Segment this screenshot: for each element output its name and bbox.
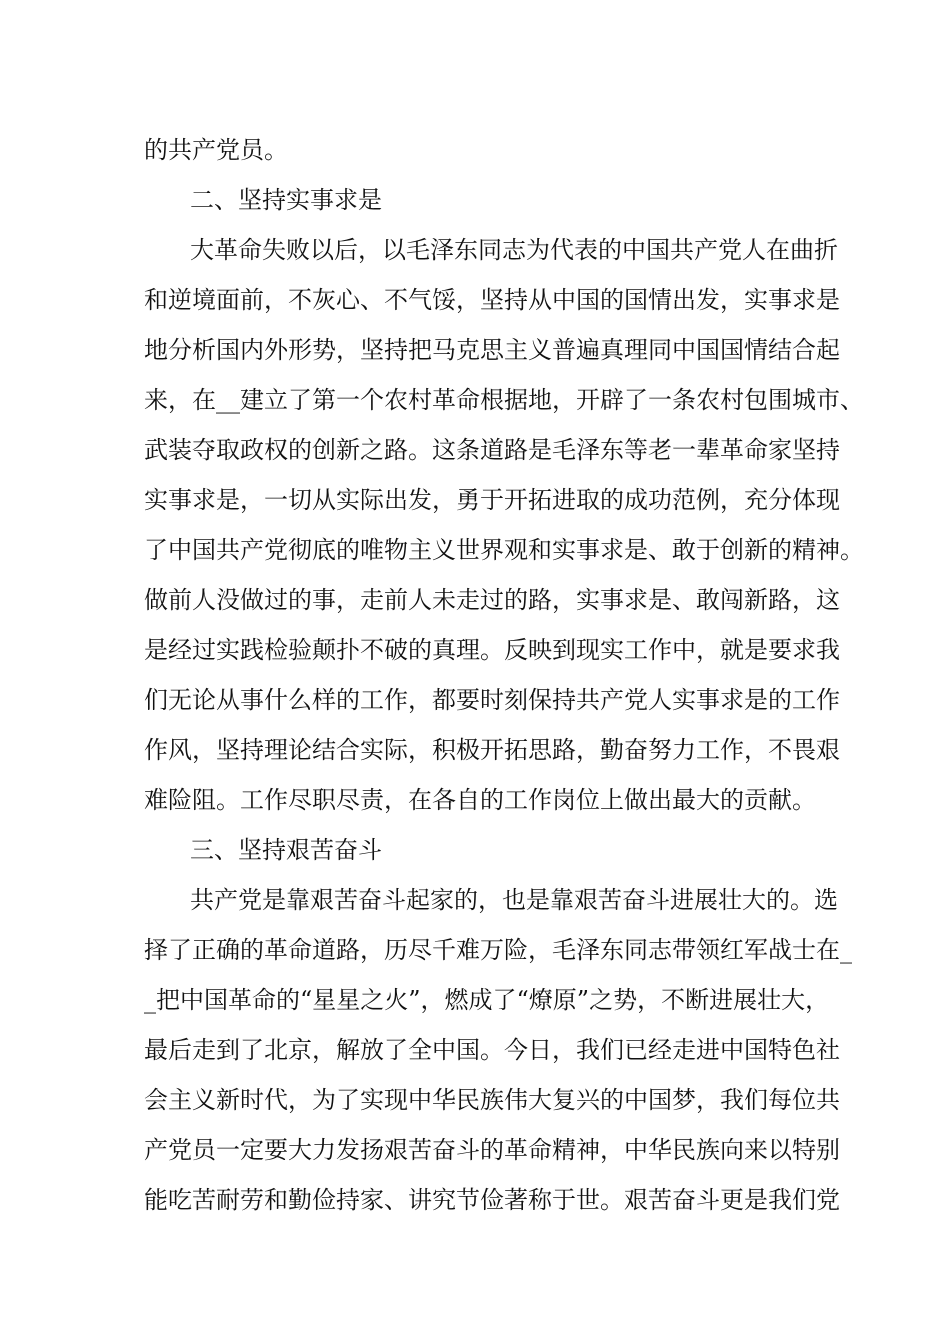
- section-heading: 三、坚持艰苦奋斗: [190, 836, 382, 864]
- body-text-line: 做前人没做过的事，走前人未走过的路，实事求是、敢闯新路，这: [144, 586, 840, 614]
- body-text-line: 最后走到了北京，解放了全中国。今日，我们已经走进中国特色社: [144, 1036, 840, 1064]
- body-text-line: 作风，坚持理论结合实际，积极开拓思路，勤奋努力工作，不畏艰: [144, 736, 840, 764]
- body-text-line: 能吃苦耐劳和勤俭持家、讲究节俭著称于世。艰苦奋斗更是我们党: [144, 1186, 840, 1214]
- body-text-line: 择了正确的革命道路，历尽千难万险，毛泽东同志带领红军战士在_: [144, 936, 852, 964]
- body-text-line: 产党员一定要大力发扬艰苦奋斗的革命精神，中华民族向来以特别: [144, 1136, 840, 1164]
- body-text-line: 们无论从事什么样的工作，都要时刻保持共产党人实事求是的工作: [144, 686, 840, 714]
- body-text-line: 地分析国内外形势，坚持把马克思主义普遍真理同中国国情结合起: [144, 336, 840, 364]
- body-text-line: 了中国共产党彻底的唯物主义世界观和实事求是、敢于创新的精神。: [144, 536, 864, 564]
- body-text-line: _把中国革命的“星星之火”，燃成了“燎原”之势，不断进展壮大，: [144, 986, 830, 1014]
- body-text-line: 来，在__建立了第一个农村革命根据地，开辟了一条农村包围城市、: [144, 386, 864, 414]
- body-text-line: 实事求是，一切从实际出发，勇于开拓进取的成功范例，充分体现: [144, 486, 840, 514]
- body-text-line: 共产党是靠艰苦奋斗起家的，也是靠艰苦奋斗进展壮大的。选: [190, 886, 838, 914]
- body-text-line: 会主义新时代，为了实现中华民族伟大复兴的中国梦，我们每位共: [144, 1086, 840, 1114]
- body-text-line: 难险阻。工作尽职尽责，在各自的工作岗位上做出最大的贡献。: [144, 786, 816, 814]
- body-text-line: 的共产党员。: [144, 136, 288, 164]
- body-text-line: 武装夺取政权的创新之路。这条道路是毛泽东等老一辈革命家坚持: [144, 436, 840, 464]
- section-heading: 二、坚持实事求是: [190, 186, 382, 214]
- body-text-line: 是经过实践检验颠扑不破的真理。反映到现实工作中，就是要求我: [144, 636, 840, 664]
- body-text-line: 和逆境面前，不灰心、不气馁，坚持从中国的国情出发，实事求是: [144, 286, 840, 314]
- body-text-line: 大革命失败以后，以毛泽东同志为代表的中国共产党人在曲折: [190, 236, 838, 264]
